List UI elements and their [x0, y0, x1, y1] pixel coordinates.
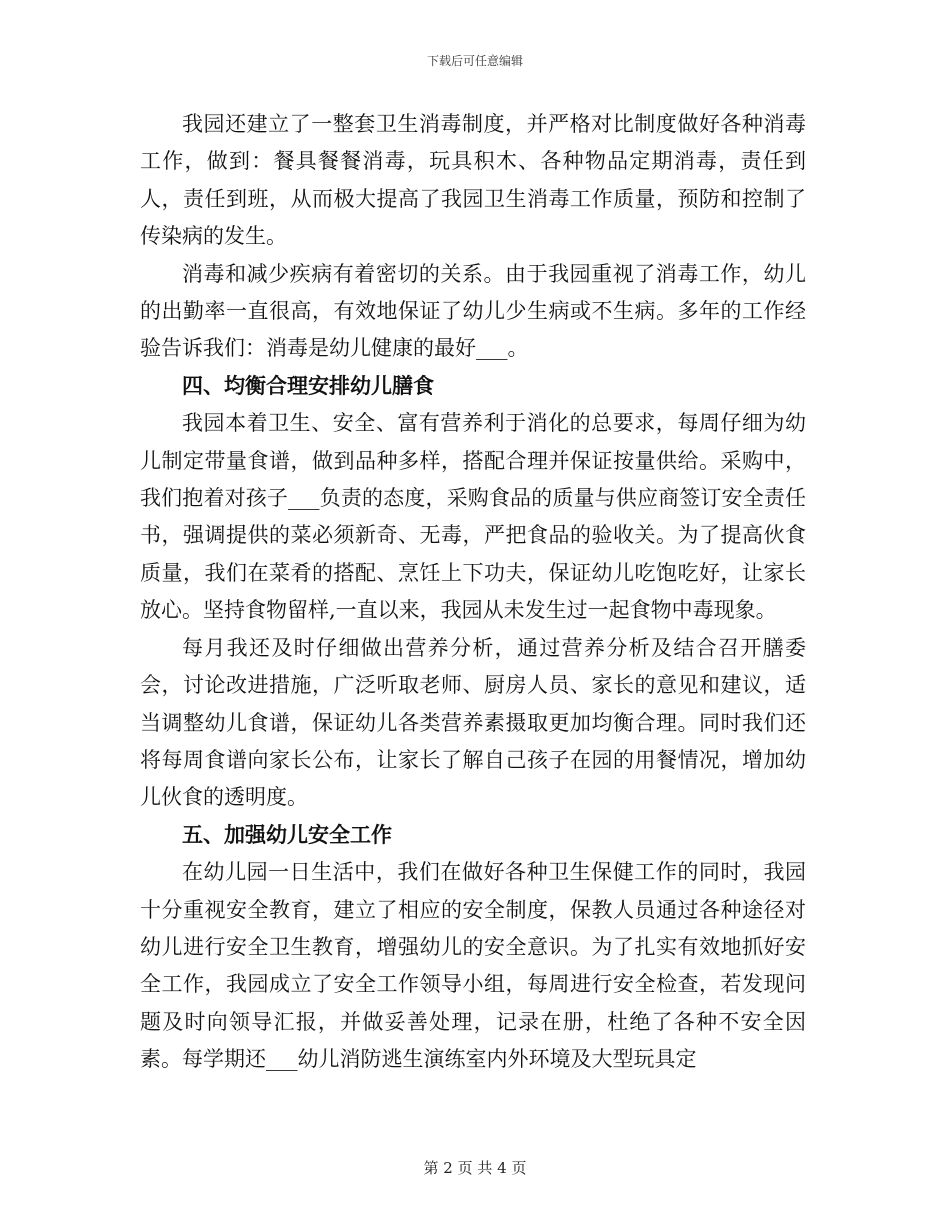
- paragraph-disinfection-health: 消毒和减少疾病有着密切的关系。由于我园重视了消毒工作，幼儿的出勤率一直很高，有效地保证了幼儿少生病或不生病。多年的工作经验告诉我们：消毒是幼儿健康的最好___。: [140, 261, 806, 361]
- paragraph-diet-requirements: 我园本着卫生、安全、富有营养利于消化的总要求，每周仔细为幼儿制定带量食谱，做到品种多样，搭配合理并保证按量供给。采购中，我们抱着对孩子___负责的态度，采购食品的质量与供应商签订安全责任书，强调提供的菜必须新奇、无毒，严把食品的验收关。为了提高伙食质量，我们在菜肴的搭配、烹饪上下功夫，保证幼儿吃饱吃好，让家长放心。坚持食物留样,一直以来，我园从未发生过一起食物中毒现象。: [140, 411, 806, 623]
- section-heading-safety: 五、加强幼儿安全工作: [182, 822, 392, 847]
- header-note: 下载后可任意编辑: [426, 54, 523, 68]
- paragraph-disinfection-system: 我园还建立了一整套卫生消毒制度，并严格对比制度做好各种消毒工作，做到：餐具餐餐消毒，玩具积木、各种物品定期消毒，责任到人，责任到班，从而极大提高了我园卫生消毒工作质量，预防和控制了传染病的发生。: [140, 112, 806, 249]
- page-number: 第 2 页 共 4 页: [423, 1159, 527, 1177]
- paragraph-nutrition-analysis: 每月我还及时仔细做出营养分析，通过营养分析及结合召开膳委会，讨论改进措施，广泛听取老师、厨房人员、家长的意见和建议，适当调整幼儿食谱，保证幼儿各类营养素摄取更加均衡合理。同时我们还将每周食谱向家长公布，让家长了解自己孩子在园的用餐情况，增加幼儿伙食的透明度。: [140, 635, 806, 810]
- paragraph-safety-work: 在幼儿园一日生活中，我们在做好各种卫生保健工作的同时，我园十分重视安全教育，建立了相应的安全制度，保教人员通过各种途径对幼儿进行安全卫生教育，增强幼儿的安全意识。为了扎实有效地抓好安全工作，我园成立了安全工作领导小组，每周进行安全检查，若发现问题及时向领导汇报，并做妥善处理，记录在册，杜绝了各种不安全因素。每学期还___幼儿消防逃生演练室内外环境及大型玩具定: [140, 860, 806, 1072]
- document-body: [140, 106, 806, 1079]
- section-heading-diet: 四、均衡合理安排幼儿膳食: [182, 373, 434, 398]
